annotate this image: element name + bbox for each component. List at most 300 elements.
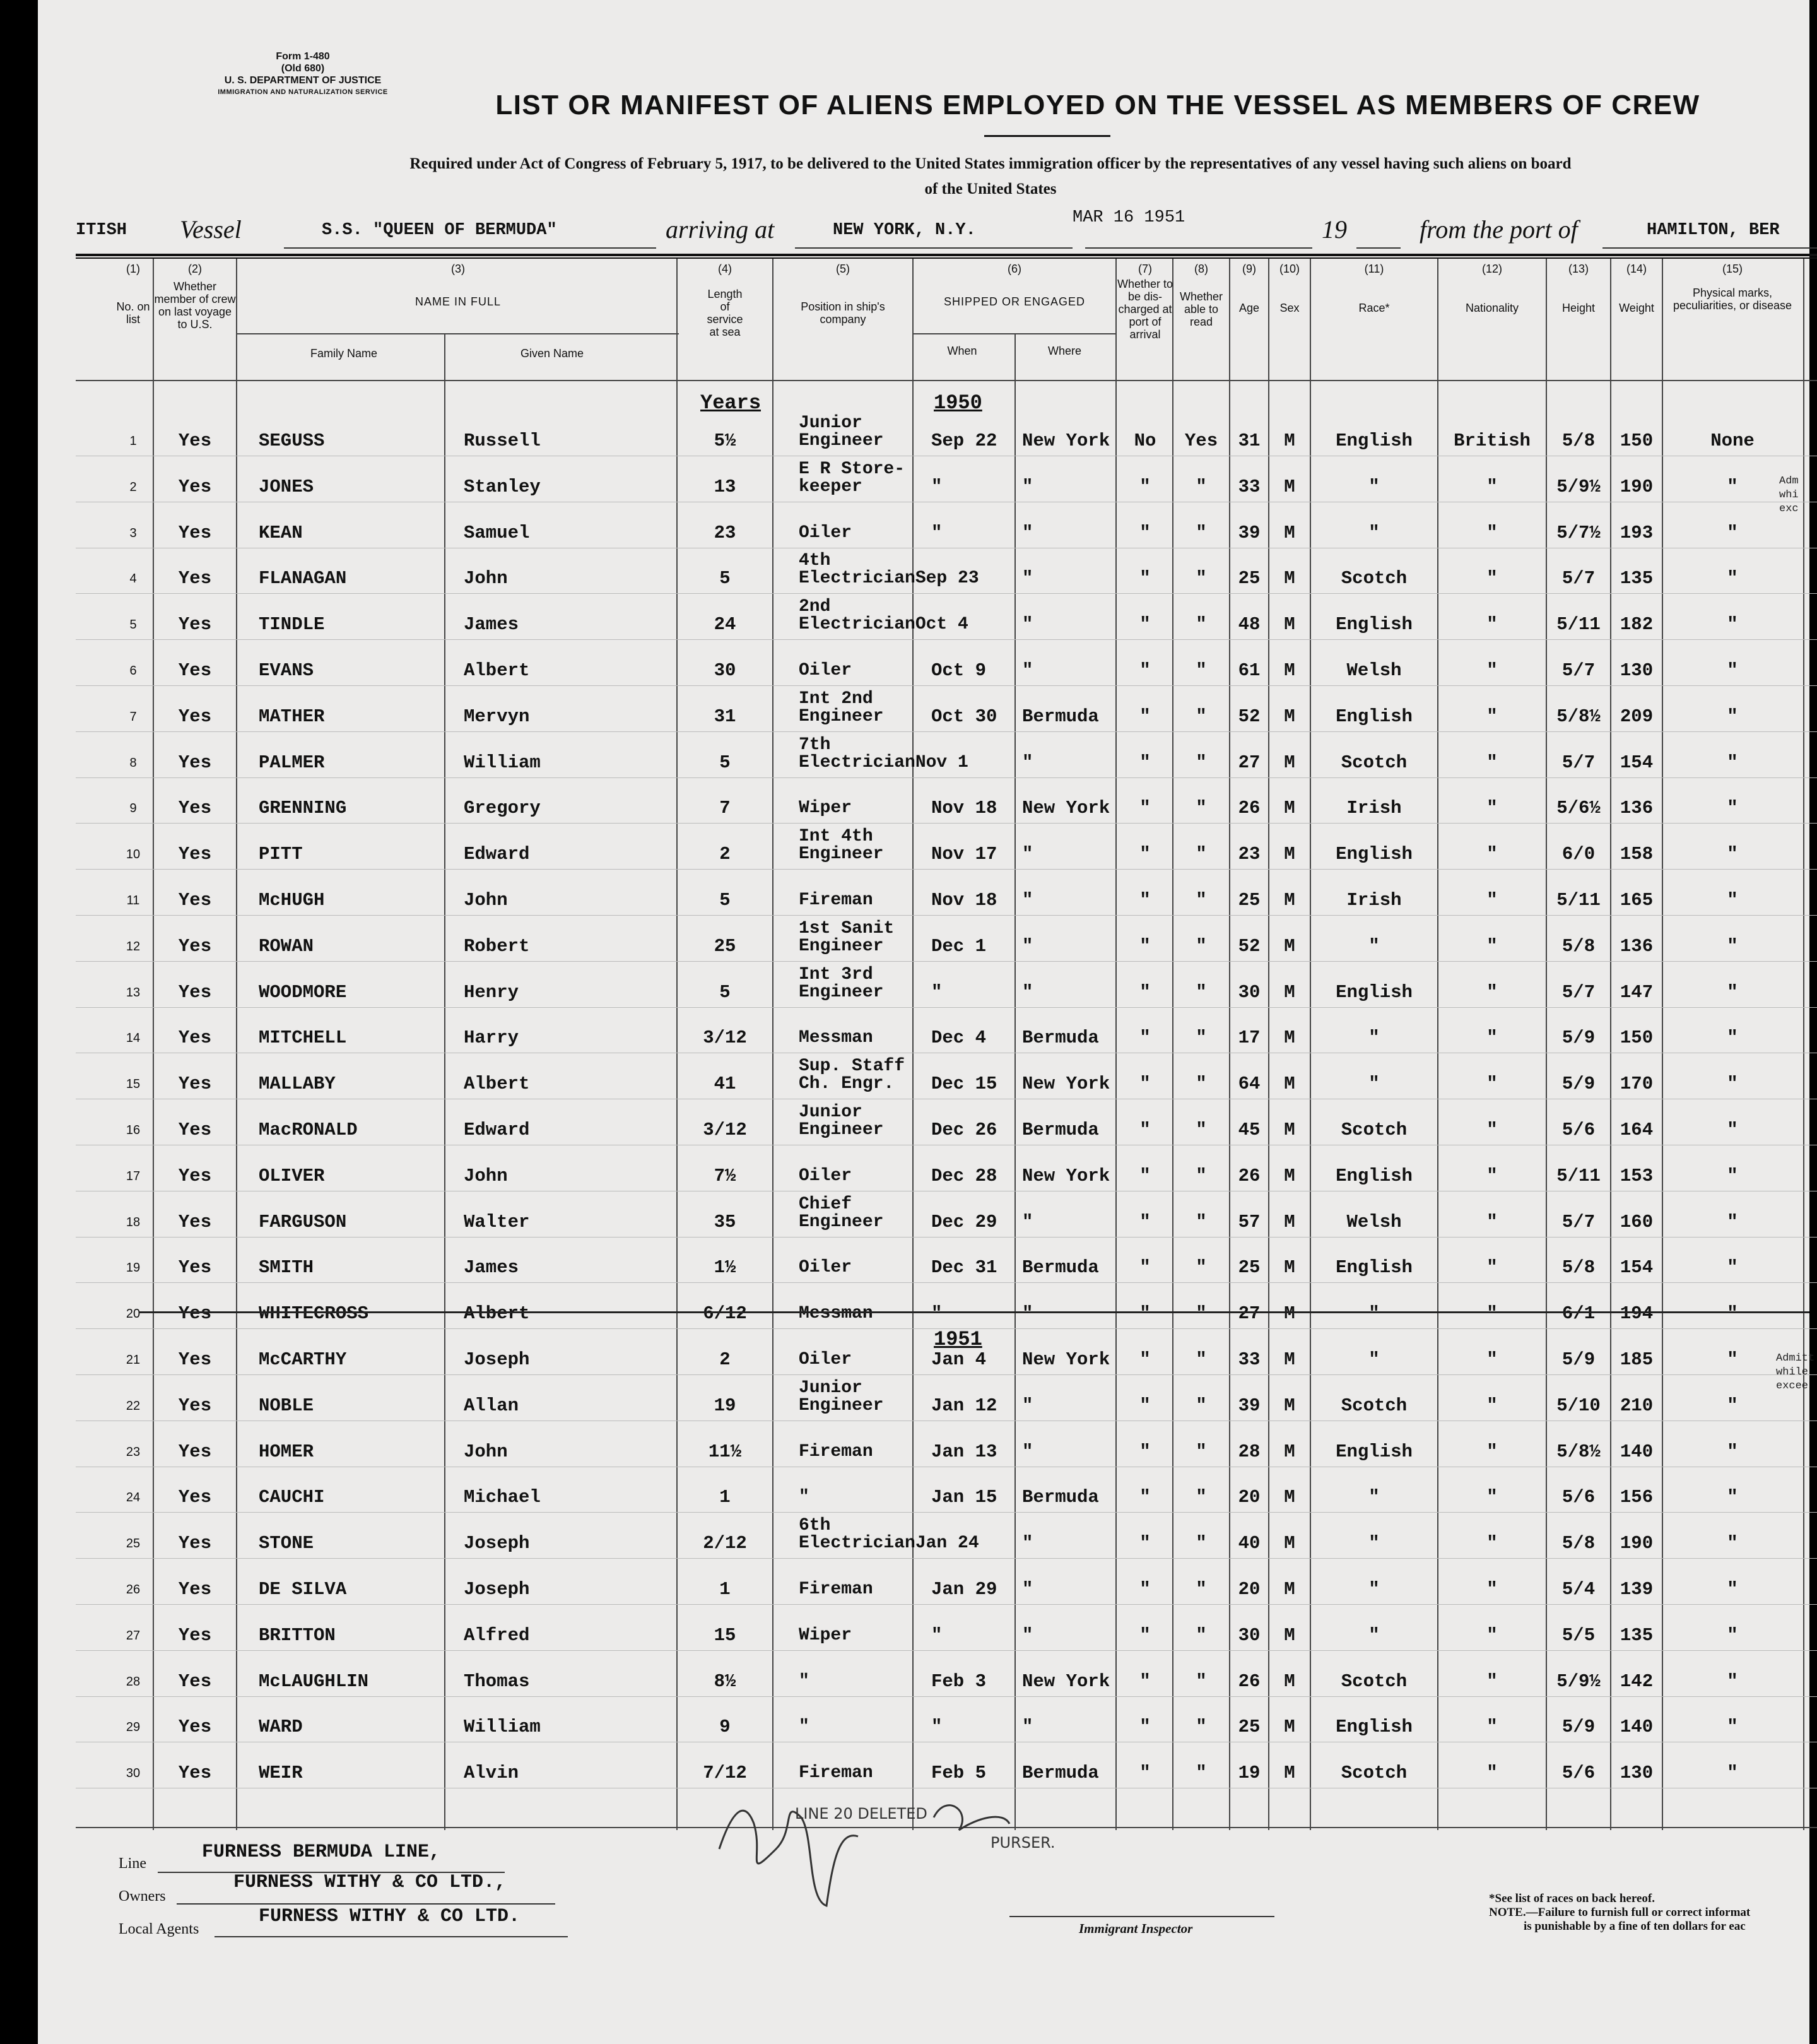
- cell-race: Scotch: [1341, 752, 1408, 773]
- cell-where: ": [1022, 1441, 1033, 1462]
- cell-service: 5: [719, 752, 731, 773]
- cell-service: 7: [719, 798, 731, 818]
- cell-read: ": [1196, 752, 1207, 773]
- cell-position: Fireman: [799, 1580, 873, 1599]
- row-rule: [76, 1558, 1817, 1559]
- cell-last: Yes: [178, 1487, 212, 1508]
- cell-wt: 150: [1620, 1027, 1654, 1048]
- cell-sex: M: [1284, 1073, 1295, 1094]
- cell-where: ": [1022, 1625, 1033, 1646]
- cell-marks: ": [1727, 844, 1738, 865]
- col-divider: [444, 334, 445, 1830]
- cell-wt: 190: [1620, 476, 1654, 497]
- cell-race: Scotch: [1341, 1395, 1408, 1416]
- cell-read: ": [1196, 1257, 1207, 1278]
- cell-ht: 5/8: [1561, 430, 1596, 451]
- cell-service: 5½: [714, 430, 736, 451]
- cell-marks: ": [1727, 1073, 1738, 1094]
- cell-wt: 140: [1620, 1716, 1654, 1737]
- cell-no: 16: [126, 1123, 141, 1137]
- cell-race: Scotch: [1341, 568, 1408, 589]
- cell-no: 29: [126, 1720, 141, 1734]
- cell-given: Alvin: [464, 1763, 519, 1783]
- cell-last: Yes: [178, 1166, 212, 1186]
- cell-last: Yes: [178, 1763, 212, 1783]
- cell-position-line1: 6th: [799, 1516, 831, 1535]
- cell-no: 25: [126, 1537, 141, 1551]
- cell-when: Jan 4: [931, 1349, 987, 1370]
- cell-wt: 210: [1620, 1395, 1654, 1416]
- cell-dis: ": [1139, 1073, 1151, 1094]
- cell-given: James: [464, 1257, 519, 1278]
- cell-wt: 182: [1620, 614, 1654, 635]
- cell-given: John: [464, 1166, 508, 1186]
- cell-ht: 5/11: [1556, 890, 1601, 911]
- cell-wt: 140: [1620, 1441, 1654, 1462]
- cell-age: 45: [1238, 1119, 1261, 1140]
- cell-nat: ": [1486, 1625, 1498, 1646]
- cell-nat: ": [1486, 890, 1498, 911]
- cell-sex: M: [1284, 568, 1295, 589]
- cell-marks: ": [1727, 936, 1738, 957]
- cell-age: 64: [1238, 1073, 1261, 1094]
- cell-when: Jan 29: [931, 1579, 997, 1600]
- cell-no: 22: [126, 1399, 141, 1413]
- cell-last: Yes: [178, 1625, 212, 1646]
- cell-read: ": [1196, 523, 1207, 543]
- cell-wt: 170: [1620, 1073, 1654, 1094]
- cell-ht: 5/11: [1556, 1166, 1601, 1186]
- cell-dis: ": [1139, 1533, 1151, 1554]
- cell-service: 1: [719, 1487, 731, 1508]
- date-stamp: MAR 16 1951: [1073, 208, 1185, 227]
- cell-age: 31: [1238, 430, 1261, 451]
- cell-when: Nov 17: [931, 844, 997, 865]
- cell-sex: M: [1284, 1027, 1295, 1048]
- penalty-note: NOTE.—Failure to furnish full or correct informat: [1489, 1906, 1751, 1919]
- cell-sex: M: [1284, 614, 1295, 635]
- cell-where: ": [1022, 844, 1033, 865]
- cell-position: Engineer: [799, 1120, 884, 1140]
- cell-where: Bermuda: [1022, 1027, 1099, 1048]
- cell-age: 33: [1238, 1349, 1261, 1370]
- cell-where: Bermuda: [1022, 1119, 1099, 1140]
- cell-read: ": [1196, 1395, 1207, 1416]
- cell-dis: ": [1139, 1763, 1151, 1783]
- cell-last: Yes: [178, 1257, 212, 1278]
- cell-ht: 5/7: [1561, 1212, 1596, 1232]
- cell-dis: ": [1139, 1257, 1151, 1278]
- cell-family: GRENNING: [259, 798, 347, 818]
- port-underline: [795, 247, 1073, 249]
- cell-marks: ": [1727, 568, 1738, 589]
- cell-age: 27: [1238, 1303, 1261, 1324]
- cell-no: 6: [129, 664, 137, 678]
- cell-ht: 5/7: [1561, 982, 1596, 1003]
- cell-no: 3: [129, 526, 137, 540]
- cell-given: Alfred: [464, 1625, 530, 1646]
- cell-last: Yes: [178, 798, 212, 818]
- cell-service: 19: [714, 1395, 736, 1416]
- cell-wt: 135: [1620, 568, 1654, 589]
- cell-read: ": [1196, 660, 1207, 681]
- cell-wt: 147: [1620, 982, 1654, 1003]
- cell-family: WEIR: [259, 1763, 303, 1783]
- cell-nat: ": [1486, 982, 1498, 1003]
- cell-where: ": [1022, 982, 1033, 1003]
- cell-marks: ": [1727, 1257, 1738, 1278]
- cell-service: 11½: [708, 1441, 742, 1462]
- cell-family: OLIVER: [259, 1166, 325, 1186]
- cell-given: James: [464, 614, 519, 635]
- cell-read: ": [1196, 1441, 1207, 1462]
- cell-family: HOMER: [259, 1441, 314, 1462]
- cell-where: New York: [1022, 1166, 1110, 1186]
- cell-position: Engineer: [799, 431, 884, 451]
- cell-family: McHUGH: [259, 890, 325, 911]
- cell-ht: 6/1: [1561, 1303, 1596, 1324]
- col15-header: (15) Physical marks, peculiarities, or disease: [1673, 263, 1792, 312]
- cell-given: Stanley: [464, 476, 541, 497]
- cell-race: ": [1368, 1073, 1380, 1094]
- cell-family: CAUCHI: [259, 1487, 325, 1508]
- cell-wt: 130: [1620, 660, 1654, 681]
- cell-marks: ": [1727, 890, 1738, 911]
- cell-given: John: [464, 568, 508, 589]
- cell-service: 7/12: [703, 1763, 747, 1783]
- cell-read: ": [1196, 1579, 1207, 1600]
- arriving-label: arriving at: [666, 215, 775, 244]
- cell-position: Oiler: [799, 1166, 852, 1186]
- cell-position: Fireman: [799, 1442, 873, 1462]
- handwritten-purser: PURSER.: [991, 1834, 1056, 1852]
- cell-given: Albert: [464, 660, 530, 681]
- cell-race: Irish: [1346, 890, 1402, 911]
- cell-read: ": [1196, 844, 1207, 865]
- cell-race: English: [1336, 982, 1413, 1003]
- cell-sex: M: [1284, 1441, 1295, 1462]
- cell-when: Dec 28: [931, 1166, 997, 1186]
- cell-position: ": [799, 1717, 809, 1737]
- cell-service: 13: [714, 476, 736, 497]
- cell-sex: M: [1284, 798, 1295, 818]
- cell-given: Russell: [464, 430, 541, 451]
- cell-sex: M: [1284, 844, 1295, 865]
- cell-read: ": [1196, 1716, 1207, 1737]
- cell-family: STONE: [259, 1533, 314, 1554]
- cell-given: William: [464, 1716, 541, 1737]
- cell-race: ": [1368, 523, 1380, 543]
- cell-race: Scotch: [1341, 1763, 1408, 1783]
- cell-when: Sep 22: [931, 430, 997, 451]
- shipped-where-header: Where: [1047, 345, 1081, 357]
- cell-last: Yes: [178, 660, 212, 681]
- cell-wt: 160: [1620, 1212, 1654, 1232]
- cell-family: MATHER: [259, 706, 325, 727]
- cell-marks: ": [1727, 798, 1738, 818]
- cell-position: Engineer: [799, 983, 884, 1002]
- cell-service: 5: [719, 890, 731, 911]
- cell-service: 31: [714, 706, 736, 727]
- cell-given: Albert: [464, 1303, 530, 1324]
- cell-last: Yes: [178, 1349, 212, 1370]
- cell-ht: 5/6: [1561, 1487, 1596, 1508]
- cell-service: 1½: [714, 1257, 736, 1278]
- family-name-header: Family Name: [310, 347, 377, 360]
- cell-read: ": [1196, 706, 1207, 727]
- cell-service: 8½: [714, 1671, 736, 1692]
- cell-marks: ": [1727, 1487, 1738, 1508]
- cell-family: FARGUSON: [259, 1212, 347, 1232]
- cell-nat: ": [1486, 1257, 1498, 1278]
- cell-family: BRITTON: [259, 1625, 336, 1646]
- cell-ht: 5/10: [1556, 1395, 1601, 1416]
- col4-header: (4) Length of service at sea: [707, 263, 743, 338]
- cell-service: 9: [719, 1716, 731, 1737]
- cell-wt: 156: [1620, 1487, 1654, 1508]
- cell-service: 23: [714, 523, 736, 543]
- cell-position: Messman: [799, 1304, 873, 1323]
- cell-nat: ": [1486, 706, 1498, 727]
- cell-sex: M: [1284, 523, 1295, 543]
- cell-where: New York: [1022, 430, 1110, 451]
- cell-marks: ": [1727, 706, 1738, 727]
- cell-service: 5: [719, 568, 731, 589]
- cell-no: 9: [129, 801, 137, 815]
- cell-last: Yes: [178, 1395, 212, 1416]
- title-rule: [984, 135, 1110, 137]
- cell-read: ": [1196, 798, 1207, 818]
- cell-last: Yes: [178, 523, 212, 543]
- cell-given: Harry: [464, 1027, 519, 1048]
- cell-given: John: [464, 890, 508, 911]
- cell-given: Robert: [464, 936, 530, 957]
- cell-when: ": [931, 1303, 943, 1324]
- cell-last: Yes: [178, 1579, 212, 1600]
- deleted-line-strike: [139, 1311, 1809, 1313]
- col10-header: (10) Sex: [1279, 263, 1300, 314]
- cell-position-line1: 4th: [799, 551, 831, 570]
- cell-position: Engineer: [799, 707, 884, 726]
- cell-read: ": [1196, 890, 1207, 911]
- cell-sex: M: [1284, 1579, 1295, 1600]
- form-number: Form 1-480: [276, 51, 330, 62]
- cell-when: Dec 4: [931, 1027, 987, 1048]
- cell-family: ROWAN: [259, 936, 314, 957]
- cell-read: ": [1196, 1212, 1207, 1232]
- cell-when: Oct 30: [931, 706, 997, 727]
- cell-ht: 5/8½: [1556, 706, 1601, 727]
- years-label: Years: [700, 391, 761, 415]
- cell-when: Jan 13: [931, 1441, 997, 1462]
- cell-wt: 193: [1620, 523, 1654, 543]
- cell-ht: 5/9: [1561, 1073, 1596, 1094]
- cell-marks: ": [1727, 1349, 1738, 1370]
- cell-where: ": [1022, 1716, 1033, 1737]
- cell-sex: M: [1284, 1349, 1295, 1370]
- cell-age: 17: [1238, 1027, 1261, 1048]
- col14-header: (14) Weight: [1619, 263, 1654, 314]
- cell-dis: ": [1139, 752, 1151, 773]
- cell-nat: ": [1486, 1166, 1498, 1186]
- vessel-nationality: ITISH: [76, 221, 127, 240]
- col-divider: [236, 259, 237, 1830]
- cell-ht: 5/4: [1561, 1579, 1596, 1600]
- cell-dis: ": [1139, 614, 1151, 635]
- cell-sex: M: [1284, 1533, 1295, 1554]
- cell-age: 25: [1238, 890, 1261, 911]
- cell-marks: ": [1727, 1303, 1738, 1324]
- cell-when: Feb 3: [931, 1671, 987, 1692]
- cell-position: ElectricianOct 4: [799, 615, 968, 634]
- cell-dis: ": [1139, 1303, 1151, 1324]
- cell-race: ": [1368, 476, 1380, 497]
- cell-where: ": [1022, 660, 1033, 681]
- cell-position: ": [799, 1487, 809, 1507]
- subtitle-line-2: of the United States: [924, 180, 1057, 198]
- cell-service: 25: [714, 936, 736, 957]
- cell-last: Yes: [178, 844, 212, 865]
- cell-nat: ": [1486, 1487, 1498, 1508]
- cell-family: MITCHELL: [259, 1027, 347, 1048]
- cell-dis: ": [1139, 1166, 1151, 1186]
- cell-position: Engineer: [799, 936, 884, 956]
- cell-race: Welsh: [1346, 660, 1402, 681]
- cell-dis: ": [1139, 1625, 1151, 1646]
- cell-marks: ": [1727, 982, 1738, 1003]
- agents-underline: [215, 1936, 568, 1937]
- cell-service: 2: [719, 1349, 731, 1370]
- cell-no: 7: [129, 710, 137, 724]
- cell-age: 39: [1238, 523, 1261, 543]
- cell-when: Oct 9: [931, 660, 987, 681]
- cell-last: Yes: [178, 1303, 212, 1324]
- cell-family: FLANAGAN: [259, 568, 347, 589]
- cell-where: ": [1022, 890, 1033, 911]
- cell-sex: M: [1284, 1487, 1295, 1508]
- cell-position-line1: E R Store-: [799, 459, 905, 479]
- cell-service: 5: [719, 982, 731, 1003]
- cell-given: Henry: [464, 982, 519, 1003]
- page-title: LIST OR MANIFEST OF ALIENS EMPLOYED ON THE VESSEL AS MEMBERS OF CREW: [495, 90, 1700, 121]
- cell-race: ": [1368, 1533, 1380, 1554]
- cell-family: SEGUSS: [259, 430, 325, 451]
- penalty-note-2: is punishable by a fine of ten dollars for eac: [1524, 1920, 1746, 1933]
- cell-age: 23: [1238, 844, 1261, 865]
- cell-race: Scotch: [1341, 1671, 1408, 1692]
- cell-family: WHITECROSS: [259, 1303, 369, 1324]
- cell-read: ": [1196, 1073, 1207, 1094]
- cell-ht: 5/7½: [1556, 523, 1601, 543]
- cell-marks: ": [1727, 1579, 1738, 1600]
- cell-race: English: [1336, 1441, 1413, 1462]
- cell-race: Irish: [1346, 798, 1402, 818]
- cell-position-line1: Sup. Staff: [799, 1056, 905, 1076]
- cell-no: 15: [126, 1077, 141, 1091]
- cell-read: ": [1196, 1303, 1207, 1324]
- arrival-port: NEW YORK, N.Y.: [833, 221, 976, 240]
- cell-when: Dec 15: [931, 1073, 997, 1094]
- cell-family: MALLABY: [259, 1073, 336, 1094]
- cell-read: ": [1196, 1027, 1207, 1048]
- cell-ht: 5/9: [1561, 1349, 1596, 1370]
- line-label: Line: [119, 1855, 146, 1872]
- date-underline: [1085, 247, 1312, 249]
- cell-dis: ": [1139, 1212, 1151, 1232]
- cell-sex: M: [1284, 890, 1295, 911]
- cell-service: 24: [714, 614, 736, 635]
- cell-where: Bermuda: [1022, 706, 1099, 727]
- handwritten-deletion-note: LINE 20 DELETED: [795, 1805, 927, 1822]
- cell-service: 3/12: [703, 1119, 747, 1140]
- cell-sex: M: [1284, 1671, 1295, 1692]
- cell-family: JONES: [259, 476, 314, 497]
- cell-when: Nov 18: [931, 890, 997, 911]
- cell-last: Yes: [178, 614, 212, 635]
- year-label: 19: [1322, 215, 1347, 244]
- cell-family: TINDLE: [259, 614, 325, 635]
- cell-family: NOBLE: [259, 1395, 314, 1416]
- cell-last: Yes: [178, 706, 212, 727]
- year-1951: 1951: [934, 1328, 982, 1351]
- cell-family: KEAN: [259, 523, 303, 543]
- cell-age: 26: [1238, 1671, 1261, 1692]
- cell-age: 52: [1238, 706, 1261, 727]
- cell-given: Thomas: [464, 1671, 530, 1692]
- cell-marks: ": [1727, 1212, 1738, 1232]
- cell-position: Fireman: [799, 1763, 873, 1783]
- row-rule: [76, 1007, 1817, 1008]
- margin-note: Admitt while excee: [1776, 1352, 1815, 1392]
- from-port-label: from the port of: [1420, 215, 1578, 244]
- cell-marks: ": [1727, 1625, 1738, 1646]
- header-bottom-rule: [76, 380, 1817, 381]
- cell-race: English: [1336, 844, 1413, 865]
- cell-last: Yes: [178, 476, 212, 497]
- cell-family: SMITH: [259, 1257, 314, 1278]
- cell-read: ": [1196, 1119, 1207, 1140]
- cell-position-line1: Int 2nd: [799, 689, 873, 709]
- name-subheader-rule: [237, 333, 679, 334]
- cell-nat: ": [1486, 1303, 1498, 1324]
- cell-nat: ": [1486, 1441, 1498, 1462]
- cell-ht: 5/7: [1561, 568, 1596, 589]
- vessel-line: [76, 215, 1817, 252]
- cell-last: Yes: [178, 1533, 212, 1554]
- cell-dis: ": [1139, 936, 1151, 957]
- cell-race: English: [1336, 706, 1413, 727]
- cell-no: 8: [129, 756, 137, 770]
- cell-nat: ": [1486, 1119, 1498, 1140]
- cell-nat: ": [1486, 660, 1498, 681]
- cell-service: 41: [714, 1073, 736, 1094]
- signature-scribble: [707, 1773, 1022, 1918]
- subtitle-line-1: Required under Act of Congress of February 5, 1917, to be delivered to the United States immigration officer by the representatives of any vessel having such aliens on board: [409, 155, 1572, 172]
- cell-where: Bermuda: [1022, 1257, 1099, 1278]
- cell-no: 26: [126, 1583, 141, 1597]
- cell-age: 57: [1238, 1212, 1261, 1232]
- cell-ht: 5/7: [1561, 752, 1596, 773]
- cell-service: 6/12: [703, 1303, 747, 1324]
- cell-read: ": [1196, 1763, 1207, 1783]
- cell-last: Yes: [178, 1212, 212, 1232]
- row-rule: [76, 1696, 1817, 1697]
- cell-dis: ": [1139, 798, 1151, 818]
- cell-position-line1: 7th: [799, 735, 831, 755]
- cell-position: Engineer: [799, 1396, 884, 1415]
- given-name-header: Given Name: [520, 347, 584, 360]
- cell-given: Michael: [464, 1487, 541, 1508]
